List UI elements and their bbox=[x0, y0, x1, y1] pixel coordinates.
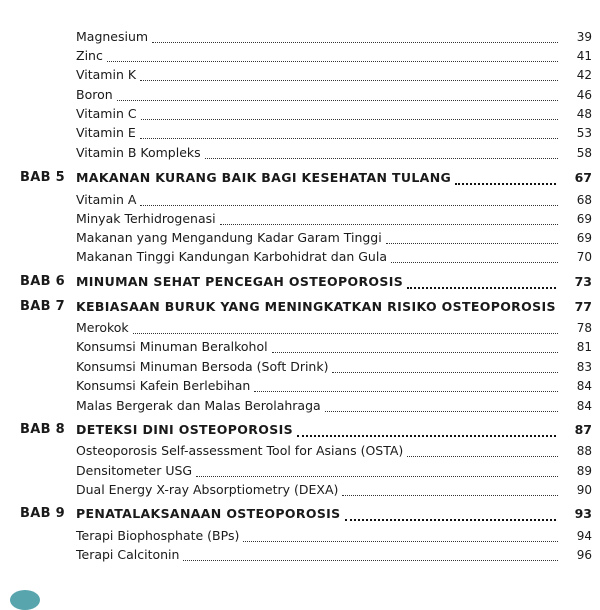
chapter-number: BAB 7 bbox=[20, 299, 65, 314]
toc-page-number: 69 bbox=[562, 210, 592, 228]
toc-entry[interactable] bbox=[0, 144, 600, 162]
toc-page-number: 70 bbox=[562, 248, 592, 266]
toc-entry-title: Vitamin K bbox=[76, 67, 137, 82]
toc-chapter-entry[interactable] bbox=[0, 505, 600, 523]
toc-page-number: 46 bbox=[562, 86, 592, 104]
toc-entry[interactable] bbox=[0, 319, 600, 337]
dot-leader bbox=[455, 181, 556, 185]
toc-entry[interactable] bbox=[0, 28, 600, 46]
toc-entry-title: Malas Bergerak dan Malas Berolahraga bbox=[76, 398, 321, 413]
toc-entry[interactable] bbox=[0, 338, 600, 356]
toc-entry-title: Vitamin E bbox=[76, 125, 136, 140]
toc-entry[interactable] bbox=[0, 481, 600, 499]
toc-page-number: 96 bbox=[562, 546, 592, 564]
toc-entry[interactable] bbox=[0, 462, 600, 480]
toc-entry[interactable] bbox=[0, 358, 600, 376]
toc-entry-title: MINUMAN SEHAT PENCEGAH OSTEOPOROSIS bbox=[76, 274, 404, 289]
toc-page-number: 84 bbox=[562, 397, 592, 415]
toc-page-number: 90 bbox=[562, 481, 592, 499]
toc-entry-title: Makanan Tinggi Kandungan Karbohidrat dan Gula bbox=[76, 249, 387, 264]
dot-leader bbox=[332, 370, 558, 373]
toc-entry[interactable] bbox=[0, 442, 600, 460]
toc-entry-title: Magnesium bbox=[76, 29, 149, 44]
dot-leader bbox=[107, 59, 558, 62]
toc-entry-title: Vitamin C bbox=[76, 106, 137, 121]
toc-entry-title: KEBIASAAN BURUK YANG MENINGKATKAN RISIKO OSTEOPOROSIS bbox=[76, 299, 556, 314]
toc-entry[interactable] bbox=[0, 47, 600, 65]
toc-entry[interactable] bbox=[0, 229, 600, 247]
toc-entry-title: Makanan yang Mengandung Kadar Garam Tinggi bbox=[76, 230, 382, 245]
toc-page-number: 69 bbox=[562, 229, 592, 247]
toc-entry[interactable] bbox=[0, 124, 600, 142]
dot-leader bbox=[141, 117, 558, 120]
toc-entry-title: DETEKSI DINI OSTEOPOROSIS bbox=[76, 422, 293, 437]
dot-leader bbox=[325, 409, 558, 412]
toc-page-number: 68 bbox=[562, 191, 592, 209]
toc-chapter-entry[interactable] bbox=[0, 169, 600, 187]
toc-entry[interactable] bbox=[0, 248, 600, 266]
dot-leader bbox=[220, 222, 558, 225]
dot-leader bbox=[407, 285, 556, 289]
toc-page-number: 84 bbox=[562, 377, 592, 395]
toc-entry[interactable] bbox=[0, 397, 600, 415]
page-corner-decoration bbox=[10, 590, 40, 610]
chapter-number: BAB 6 bbox=[20, 274, 65, 289]
toc-page-number: 41 bbox=[562, 47, 592, 65]
toc-page-number: 88 bbox=[562, 442, 592, 460]
dot-leader bbox=[117, 98, 558, 101]
toc-entry-title: Dual Energy X-ray Absorptiometry (DEXA) bbox=[76, 482, 339, 497]
toc-entry-title: Vitamin A bbox=[76, 192, 137, 207]
dot-leader bbox=[183, 558, 558, 561]
dot-leader bbox=[205, 156, 558, 159]
toc-entry[interactable] bbox=[0, 377, 600, 395]
dot-leader bbox=[133, 331, 558, 334]
toc-entry-title: Merokok bbox=[76, 320, 129, 335]
toc-page-number: 39 bbox=[562, 28, 592, 46]
dot-leader bbox=[345, 517, 556, 521]
toc-chapter-entry[interactable] bbox=[0, 421, 600, 439]
dot-leader bbox=[272, 350, 558, 353]
toc-page-number: 53 bbox=[562, 124, 592, 142]
toc-entry[interactable] bbox=[0, 546, 600, 564]
dot-leader bbox=[140, 203, 558, 206]
toc-page-number: 48 bbox=[562, 105, 592, 123]
dot-leader bbox=[140, 78, 558, 81]
toc-entry[interactable] bbox=[0, 105, 600, 123]
toc-entry-title: Zinc bbox=[76, 48, 103, 63]
chapter-number: BAB 9 bbox=[20, 506, 65, 521]
dot-leader bbox=[407, 454, 558, 457]
toc-page-number: 94 bbox=[562, 527, 592, 545]
toc-entry[interactable] bbox=[0, 191, 600, 209]
toc-page-number: 58 bbox=[562, 144, 592, 162]
toc-entry-title: Boron bbox=[76, 87, 113, 102]
toc-entry-title: Minyak Terhidrogenasi bbox=[76, 211, 216, 226]
toc-page-number: 77 bbox=[562, 298, 592, 316]
toc-page-number: 67 bbox=[562, 169, 592, 187]
toc-page-number: 78 bbox=[562, 319, 592, 337]
dot-leader bbox=[243, 539, 558, 542]
toc-entry-title: MAKANAN KURANG BAIK BAGI KESEHATAN TULANG bbox=[76, 170, 452, 185]
dot-leader bbox=[152, 40, 558, 43]
toc-entry[interactable] bbox=[0, 66, 600, 84]
toc-entry-title: Terapi Calcitonin bbox=[76, 547, 180, 562]
toc-page-number: 42 bbox=[562, 66, 592, 84]
toc-entry-title: Vitamin B Kompleks bbox=[76, 145, 201, 160]
dot-leader bbox=[196, 474, 558, 477]
toc-entry[interactable] bbox=[0, 210, 600, 228]
dot-leader bbox=[254, 389, 558, 392]
toc-chapter-entry[interactable] bbox=[0, 273, 600, 291]
toc-page-number: 73 bbox=[562, 273, 592, 291]
toc-page-number: 83 bbox=[562, 358, 592, 376]
toc-entry-title: Konsumsi Minuman Bersoda (Soft Drink) bbox=[76, 359, 329, 374]
dot-leader bbox=[140, 136, 558, 139]
toc-page-number: 81 bbox=[562, 338, 592, 356]
toc-entry-title: Osteoporosis Self-assessment Tool for Asians (OSTA) bbox=[76, 443, 404, 458]
toc-page-number: 93 bbox=[562, 505, 592, 523]
toc-entry[interactable] bbox=[0, 527, 600, 545]
toc-chapter-entry[interactable] bbox=[0, 298, 600, 316]
toc-entry[interactable] bbox=[0, 86, 600, 104]
toc-entry-title: Konsumsi Minuman Beralkohol bbox=[76, 339, 268, 354]
toc-page-number: 89 bbox=[562, 462, 592, 480]
dot-leader bbox=[342, 493, 558, 496]
dot-leader bbox=[297, 433, 556, 437]
toc-page-number: 87 bbox=[562, 421, 592, 439]
dot-leader bbox=[386, 241, 558, 244]
toc-entry-title: Densitometer USG bbox=[76, 463, 193, 478]
chapter-number: BAB 8 bbox=[20, 422, 65, 437]
toc-entry-title: PENATALAKSANAAN OSTEOPOROSIS bbox=[76, 506, 341, 521]
chapter-number: BAB 5 bbox=[20, 170, 65, 185]
toc-entry-title: Terapi Biophosphate (BPs) bbox=[76, 528, 240, 543]
toc-entry-title: Konsumsi Kafein Berlebihan bbox=[76, 378, 251, 393]
dot-leader bbox=[391, 260, 558, 263]
